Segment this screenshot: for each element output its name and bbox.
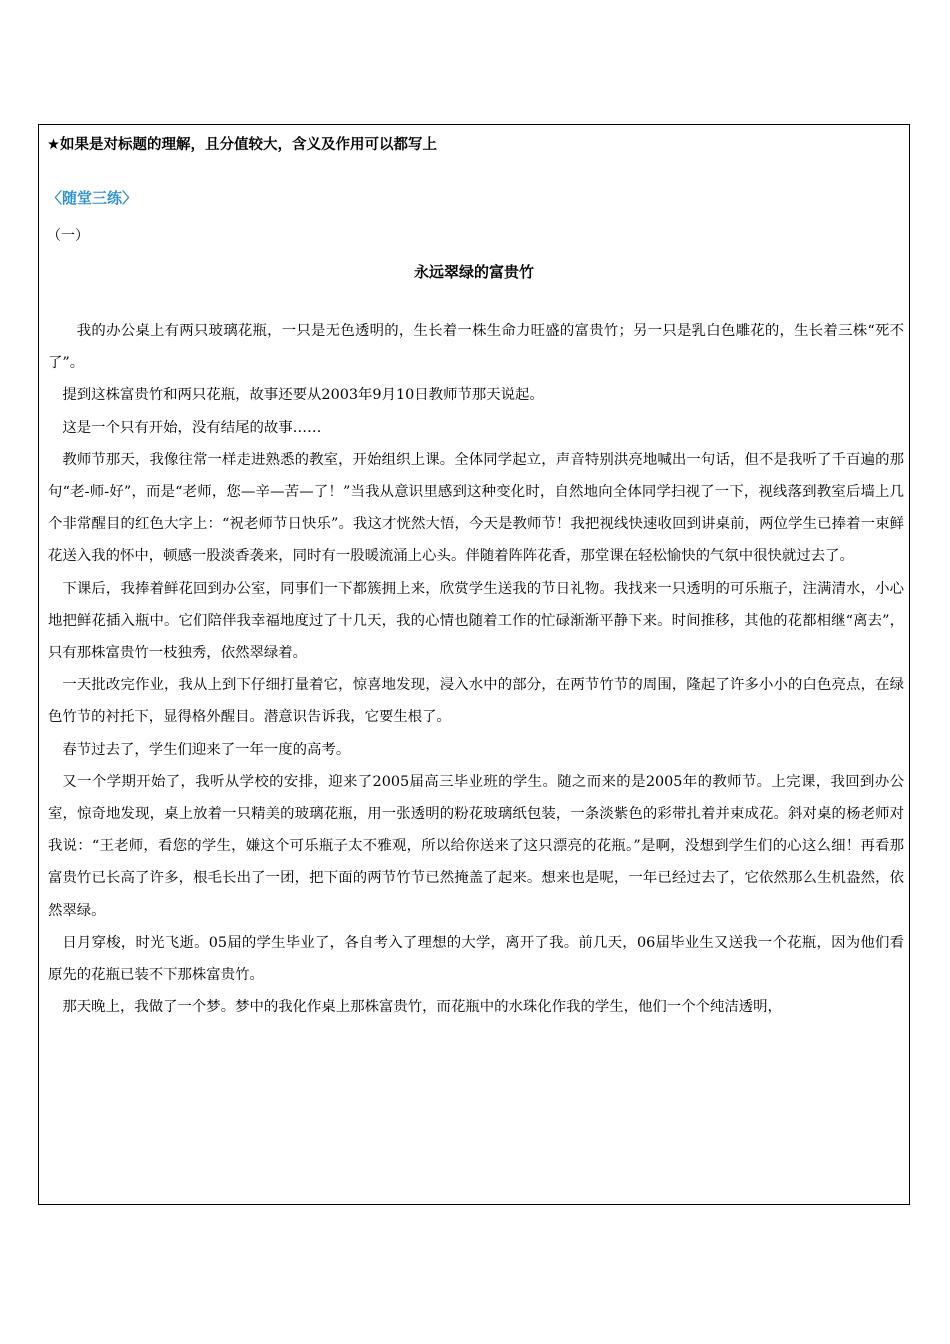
tip-note: ★如果是对标题的理解，且分值较大，含义及作用可以都写上: [47, 137, 437, 153]
article-body: [48, 315, 904, 1023]
paragraph: 一天批改完作业，我从上到下仔细打量着它，惊喜地发现，浸入水中的部分，在两节竹节的周围，隆起了许多小小的白色亮点，在绿色竹节的衬托下，显得格外醒目。潜意识告诉我，它要生根了。: [48, 677, 904, 726]
article-title: 永远翠绿的富贵竹: [413, 263, 534, 281]
section-heading: 〈随堂三练〉: [47, 189, 138, 207]
paragraph: 那天晚上，我做了一个梦。梦中的我化作桌上那株富贵竹，而花瓶中的水珠化作我的学生，他们一个个纯洁透明，: [62, 999, 782, 1016]
paragraph: 春节过去了，学生们迎来了一年一度的高考。: [62, 741, 351, 758]
paragraph: 又一个学期开始了，我听从学校的安排，迎来了2005届高三毕业班的学生。随之而来的是2005年的教师节。上完课，我回到办公室，惊奇地发现，桌上放着一只精美的玻璃花瓶，用一张透明的粉花玻璃纸包装，一条淡紫色的彩带扎着并束成花。斜对桌的杨老师对我说：“王老师，看您的学生，嫌这个可乐瓶子太不雅观，所以给你送来了这只漂亮的花瓶。”是啊，没想到学生们的心这么细！再看那富贵竹已长高了许多，根毛长出了一团，把下面的两节竹节已然掩盖了起来。想来也是呢，一年已经过去了，它依然那么生机盎然，依然翠绿。: [48, 773, 904, 919]
paragraph: 下课后，我捧着鲜花回到办公室，同事们一下都簇拥上来，欣赏学生送我的节日礼物。我找来一只透明的可乐瓶子，注满清水，小心地把鲜花插入瓶中。它们陪伴我幸福地度过了十几天，我的心情也随着工作的忙碌渐渐平静下来。时间推移，其他的花都相继“离去”，只有那株富贵竹一枝独秀，依然翠绿着。: [48, 580, 904, 662]
part-number: （一）: [47, 228, 89, 244]
paragraph: 教师节那天，我像往常一样走进熟悉的教室，开始组织上课。全体同学起立，声音特别洪亮地喊出一句话，但不是我听了千百遍的那句“老-师-好”，而是“老师，您—辛—苦—了！”当我从意识里感到这种变化时，自然地向全体同学扫视了一下，视线落到教室后墙上几个非常醒目的红色大字上：“祝老师节日快乐”。我这才恍然大悟，今天是教师节！我把视线快速收回到讲桌前，两位学生已捧着一束鲜花送入我的怀中，顿感一股淡香袭来，同时有一股暖流涌上心头。伴随着阵阵花香，那堂课在轻松愉快的气氛中很快就过去了。: [48, 451, 904, 565]
paragraph: 我的办公桌上有两只玻璃花瓶，一只是无色透明的，生长着一株生命力旺盛的富贵竹；另一只是乳白色雕花的，生长着三株“死不了”。: [48, 323, 904, 372]
paragraph: 提到这株富贵竹和两只花瓶，故事还要从2003年9月10日教师节那天说起。: [62, 387, 544, 404]
paragraph: 这是一个只有开始，没有结尾的故事……: [62, 419, 322, 436]
paragraph: 日月穿梭，时光飞逝。05届的学生毕业了，各自考入了理想的大学，离开了我。前几天，06届毕业生又送我一个花瓶，因为他们看原先的花瓶已装不下那株富贵竹。: [48, 934, 904, 984]
content-frame: [38, 124, 910, 1205]
